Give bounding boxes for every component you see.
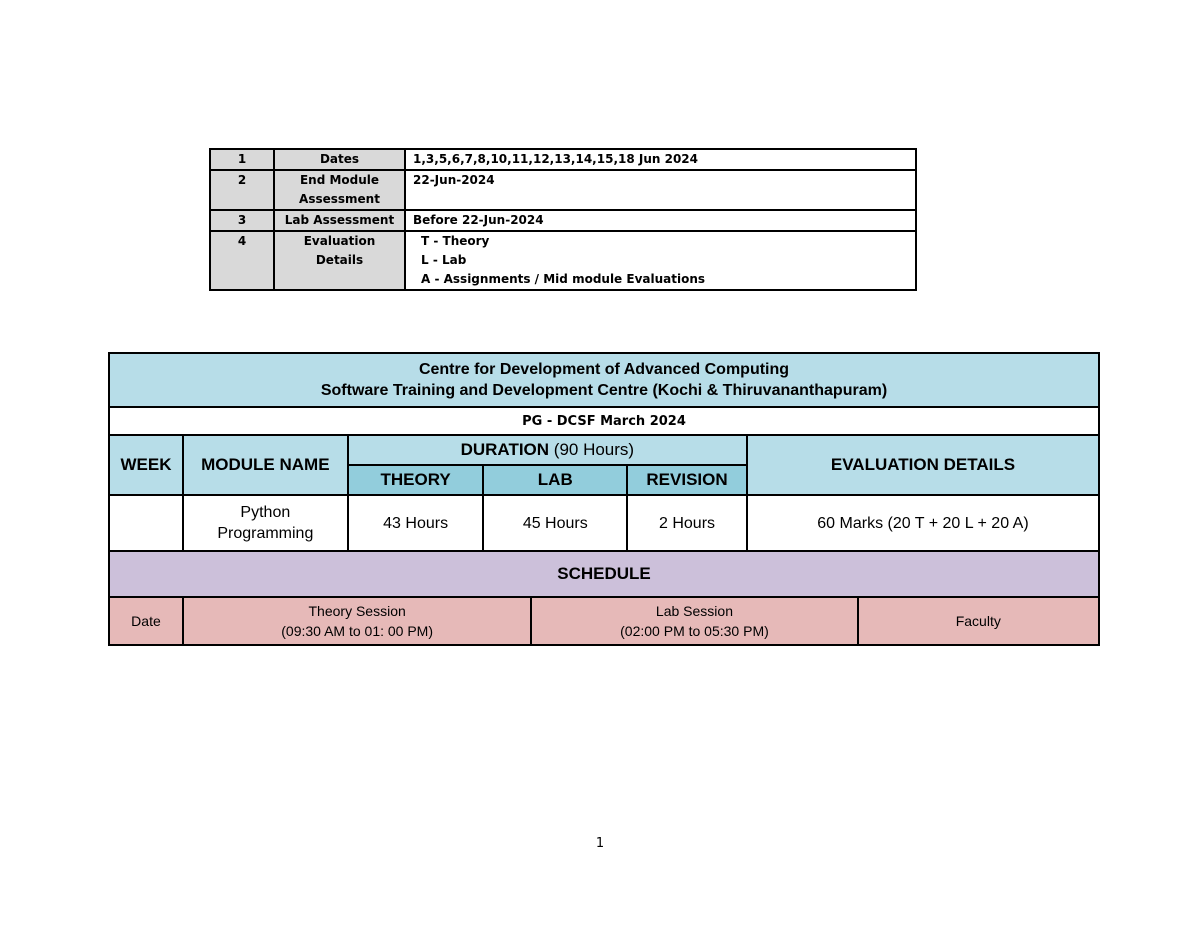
module-name-header: MODULE NAME [183, 435, 348, 495]
evaluation-details-value [405, 231, 916, 290]
row-label: Dates [274, 149, 405, 170]
title-line-1: Centre for Development of Advanced Computing [418, 361, 790, 378]
evaluation-line: L - Lab [421, 253, 467, 267]
duration-hours: (90 Hours) [553, 440, 635, 459]
institution-title [109, 353, 1099, 407]
row-number: 2 [210, 170, 274, 210]
theory-hours-cell: 43 Hours [348, 495, 484, 551]
evaluation-line: A - Assignments / Mid module Evaluations [421, 272, 706, 286]
dates-value: 1,3,5,6,7,8,10,11,12,13,14,15,18 Jun 2024 [405, 149, 916, 170]
evaluation-marks-cell: 60 Marks (20 T + 20 L + 20 A) [747, 495, 1099, 551]
theory-session-label: Theory Session [308, 603, 406, 619]
info-row-dates [210, 149, 916, 170]
lab-session-time: (02:00 PM to 05:30 PM) [620, 623, 769, 639]
revision-header: REVISION [627, 465, 747, 495]
duration-header [348, 435, 747, 465]
revision-hours-cell: 2 Hours [627, 495, 747, 551]
row-label: Evaluation Details [274, 231, 405, 290]
theory-session-time: (09:30 AM to 01: 00 PM) [281, 623, 434, 639]
row-number: 3 [210, 210, 274, 231]
info-table [209, 148, 917, 291]
theory-header: THEORY [348, 465, 484, 495]
title-line-2: Software Training and Development Centre (Kochi & Thiruvananthapuram) [320, 382, 888, 399]
row-number: 1 [210, 149, 274, 170]
week-cell [109, 495, 183, 551]
duration-label: DURATION [460, 440, 550, 459]
theory-session-header [183, 597, 531, 645]
program-name: PG - DCSF March 2024 [109, 407, 1099, 435]
row-label: Lab Assessment [274, 210, 405, 231]
row-label: End Module Assessment [274, 170, 405, 210]
evaluation-line: T - Theory [421, 234, 490, 248]
faculty-column-header: Faculty [858, 597, 1099, 645]
lab-session-header [531, 597, 857, 645]
row-number: 4 [210, 231, 274, 290]
module-name-cell [183, 495, 348, 551]
module-name-text: Python Programming [217, 504, 314, 542]
page-number: 1 [595, 836, 605, 851]
schedule-header: SCHEDULE [109, 551, 1099, 597]
info-row-end-module [210, 170, 916, 210]
date-column-header: Date [109, 597, 183, 645]
evaluation-details-header: EVALUATION DETAILS [747, 435, 1099, 495]
info-row-evaluation [210, 231, 916, 290]
lab-hours-cell: 45 Hours [483, 495, 627, 551]
info-row-lab-assessment [210, 210, 916, 231]
lab-assessment-value: Before 22-Jun-2024 [405, 210, 916, 231]
module-table [108, 352, 1100, 646]
week-header: WEEK [109, 435, 183, 495]
end-module-value: 22-Jun-2024 [405, 170, 916, 210]
lab-header: LAB [483, 465, 627, 495]
lab-session-label: Lab Session [655, 603, 733, 619]
